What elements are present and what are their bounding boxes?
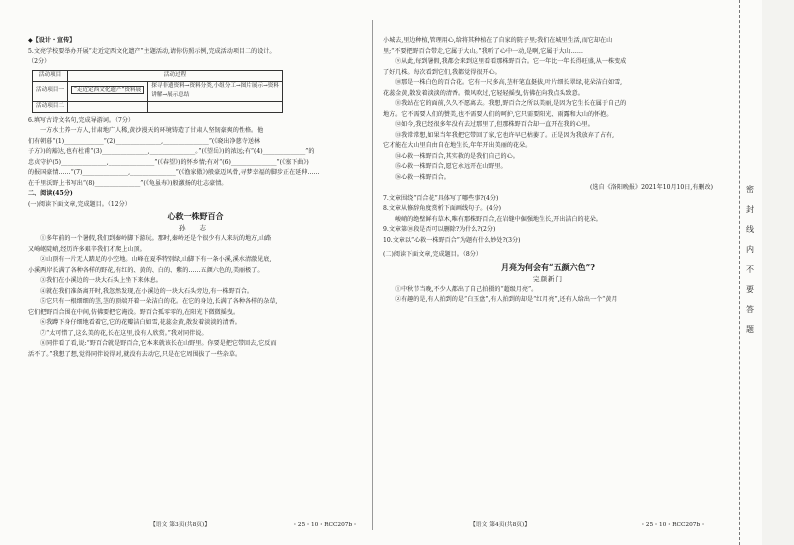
text-line: 小城去,里边种植,管理用心,给将其种植在了自家的院子里;我们在城里生活,而它却在山 — [383, 37, 613, 44]
text-line: 花蕊金黄,散发着淡淡的清香。微风吹过,它轻轻摇曳,仿佛在向我点头致意。 — [383, 89, 584, 97]
page-edge — [762, 0, 794, 545]
text-line: 10.文章以“心救一株野百合”为题有什么妙处?(3分) — [383, 236, 521, 244]
passage1-author: 孙 志 — [178, 224, 213, 232]
section-heading-reading: 二、阅读(45分) — [28, 190, 73, 197]
binding-margin — [739, 0, 762, 545]
text-line: 在千里沃野上书写出“(8)_______________”(《龟虽寿》)般激扬的壮志豪情。 — [28, 179, 228, 187]
text-line: ⑮心救一株野百合,愿它永远开在山野里。 — [395, 163, 507, 170]
seal-char: 答 — [746, 305, 754, 314]
text-line: ⑦“太可惜了,这么美的花,长在这里,没有人欣赏。”我对同伴说。 — [40, 329, 208, 337]
right-page-column — [383, 36, 713, 306]
text-line: 峻峭的绝壁鲜有草木,唯有那株野百合,在岩缝中倔强地生长,开出洁白的花朵。 — [395, 215, 602, 223]
text-line: ①中秋节当晚,不少人都出了自己拍摄的“超级月亮”。 — [395, 285, 538, 293]
text-line: 子方》)的豁达,也有杜甫“(3)_______________,_______________。”(《望岳》)的浓远;有“(4)______________”的 — [28, 148, 315, 155]
page-divider — [372, 20, 373, 530]
seal-char: 密 — [746, 185, 754, 194]
passage2-title: 月亮为何会有“五颜六色”? — [501, 261, 595, 272]
text-line: 地方。它不需要人们的赞美,也不需要人们的呵护,它只需要阳光、雨露和大山的怀抱。 — [383, 110, 613, 118]
passage2-body — [383, 285, 713, 306]
text-line: 又崎岖陡峭,经历许多艰辛我们才爬上山顶。 — [28, 245, 146, 253]
text-line: ⑯心救一株野百合。 — [395, 173, 450, 181]
table-header-project: 活动项目 — [33, 70, 68, 81]
right-footer-code: ・25・10・RCC207b・ — [640, 522, 706, 528]
text-line: ⑩那是一株白色的百合花。它有一尺多高,茎秆笔直挺拔,叶片细长翠绿,花朵洁白如雪, — [395, 79, 623, 86]
subsection-heading-2: (二)阅读下面文章,完成题目。（8分） — [383, 251, 482, 258]
table-row1-label: 活动项目一 — [33, 81, 68, 101]
text-line: （2分） — [28, 58, 51, 65]
poem-fill-lines — [28, 116, 363, 190]
right-footer-page: 【语文 第4页(共8页)】 — [470, 522, 531, 528]
text-line: ⑥我蹲下身仔细地看着它,它的花瓣洁白如雪,花蕊金黄,散发着淡淡的清香。 — [40, 319, 241, 326]
table-row2-blank[interactable] — [67, 101, 147, 112]
text-line: 的报国豪情……“(7)_______________,_______________”(《渔家傲》)般豪迈风骨,寻梦幸福的脚步正在延伸…… — [28, 169, 320, 176]
text-line: 们有朝暮“(1)_____________”(2)_______________,_______________”(《晓出净慈寺送林 — [28, 137, 261, 145]
passage1-questions — [383, 194, 713, 247]
text-line: 5.文亮学校要举办开展“走近定西文化遗产”主题活动,请你仿照示例,完成活动项目二的设计。 — [28, 47, 276, 55]
left-page-column — [28, 36, 363, 360]
left-footer-code: ・25・10・RCC207b・ — [292, 522, 358, 528]
passage2-author: 完颜新门 — [533, 274, 563, 283]
table-row2-blank2[interactable] — [148, 101, 283, 112]
text-line: (选自《洛阳晚报》2021年10月10日,有删改) — [589, 184, 713, 191]
text-line: 了好几株。每次看到它们,我都觉得很开心。 — [383, 68, 501, 76]
table-row1-theme — [67, 81, 147, 101]
text-line: ◆【设计・宣传】 — [28, 37, 76, 44]
text-line: 7.文章围绕“百合花”具体写了哪些事?(4分) — [383, 194, 499, 202]
text-line: ②有趣的是,有人拍到的是“白玉盘”,有人拍到的却是“红月亮”,还有人给出一个“黄月 — [395, 296, 618, 303]
text-line: 小溪两岸长满了各种各样的野花,有红的、黄的、白的、紫的……五颜六色的,美丽极了。 — [28, 266, 264, 274]
seal-char: 要 — [746, 285, 754, 294]
seal-char: 封 — [746, 205, 754, 214]
text-line: 9.文章第⑩段是否可以删除?为什么?(2分) — [383, 226, 496, 233]
activity-table — [32, 70, 283, 113]
text-line: 它们把野百合围在中间,仿佛要把它淹没。野百合孤零零的,在阳光下微微摇曳。 — [28, 308, 240, 316]
passage1-title: 心救一株野百合 — [167, 211, 224, 221]
text-line: 活不了。”我想了想,觉得同伴说得对,就没有去动它,只是在它周围拔了一些杂草。 — [28, 350, 242, 358]
seal-char: 内 — [746, 245, 754, 254]
table-row2-label: 活动项目二 — [33, 101, 68, 112]
passage1-body — [28, 234, 363, 360]
text-line: ⑧同伴看了看,说:“野百合就是野百合,它本来就该长在山野里。你要是把它带回去,它反而 — [40, 340, 277, 347]
text-line: 里;“不要把野百合带走,它属于大山。”我听了心中一动,是啊,它属于大山…… — [383, 47, 583, 55]
text-line: ⑪我站在它的面前,久久不愿离去。我想,野百合之所以美丽,是因为它生长在属于自己的 — [395, 100, 627, 107]
theme-box: “走近定西文化遗产”资料展 — [71, 86, 144, 94]
text-line: 它才能在大山里自由自在地生长,年年开出美丽的花朵。 — [383, 142, 532, 149]
text-line: ②山顶有一片无人踏足的小空地。山峰在夏季特别绿,山脚下有一条小溪,溪水清澈见底, — [40, 256, 272, 263]
text-line: ⑬我常常想,如果当年我把它带回了家,它也许早已枯萎了。正是因为我放弃了占有, — [395, 131, 615, 139]
passage1-continued — [383, 36, 713, 194]
subsection-heading-1: (一)阅读下面文章,完成题目。（12分） — [28, 200, 131, 208]
text-line: ⑫如今,我已经很多年没有去过那里了,但那株野百合却一直开在我的心里。 — [395, 121, 594, 128]
text-line: 一方水土养一方人,甘肃地广人稀,黄沙漫天的环境铸造了甘肃人坚韧豪爽的性格。他 — [40, 127, 264, 134]
left-footer-page: 【语文 第3页(共8页)】 — [150, 522, 211, 528]
text-line: 6.填写古诗文名句,完成导游词。（7分） — [28, 116, 135, 124]
text-line: ⑤它只有一根细细的茎,茎的顶端开着一朵洁白的花。在它的身边,长满了各种各样的杂草, — [40, 298, 278, 305]
seal-char: 线 — [746, 225, 754, 234]
seal-char: 题 — [746, 325, 754, 334]
seal-char: 不 — [746, 265, 754, 274]
text-line: ③我们在小溪边的一块大石头上坐下来休息。 — [40, 277, 162, 284]
process-line-2: 讲解→展示总结 — [151, 92, 190, 98]
left-intro-lines — [28, 36, 363, 68]
text-line: ⑭心救一株野百合,其实救的是我们自己的心。 — [395, 152, 519, 160]
text-line: 8.文章从修辞角度赏析下面画线句子。(4分) — [383, 205, 502, 212]
text-line: 忠贞守护(5)_______________,_______________”(《春望》)的怀乡情;有对“(6)_______________”(《塞下曲》) — [28, 158, 309, 166]
table-header-process: 活动过程 — [67, 70, 282, 81]
seal-line-notice — [744, 180, 756, 340]
text-line: ①多年前的一个暑假,我们到秦岭脚下游玩。那时,秦岭还是个很少有人来玩的地方,山路 — [40, 235, 272, 242]
text-line: ④就在我们准备离开时,我忽然发现,在小溪边的一块大石头旁边,有一株野百合。 — [40, 287, 253, 295]
table-row1-process — [148, 81, 283, 101]
text-line: ⑨从此,每到暑假,我都会来到这里看看那株野百合。它一年比一年长得旺盛,从一株变成 — [395, 58, 627, 65]
process-line-1: 探寻非遗资料→资料分类,小组分工→图片展示→资料 — [151, 82, 279, 89]
